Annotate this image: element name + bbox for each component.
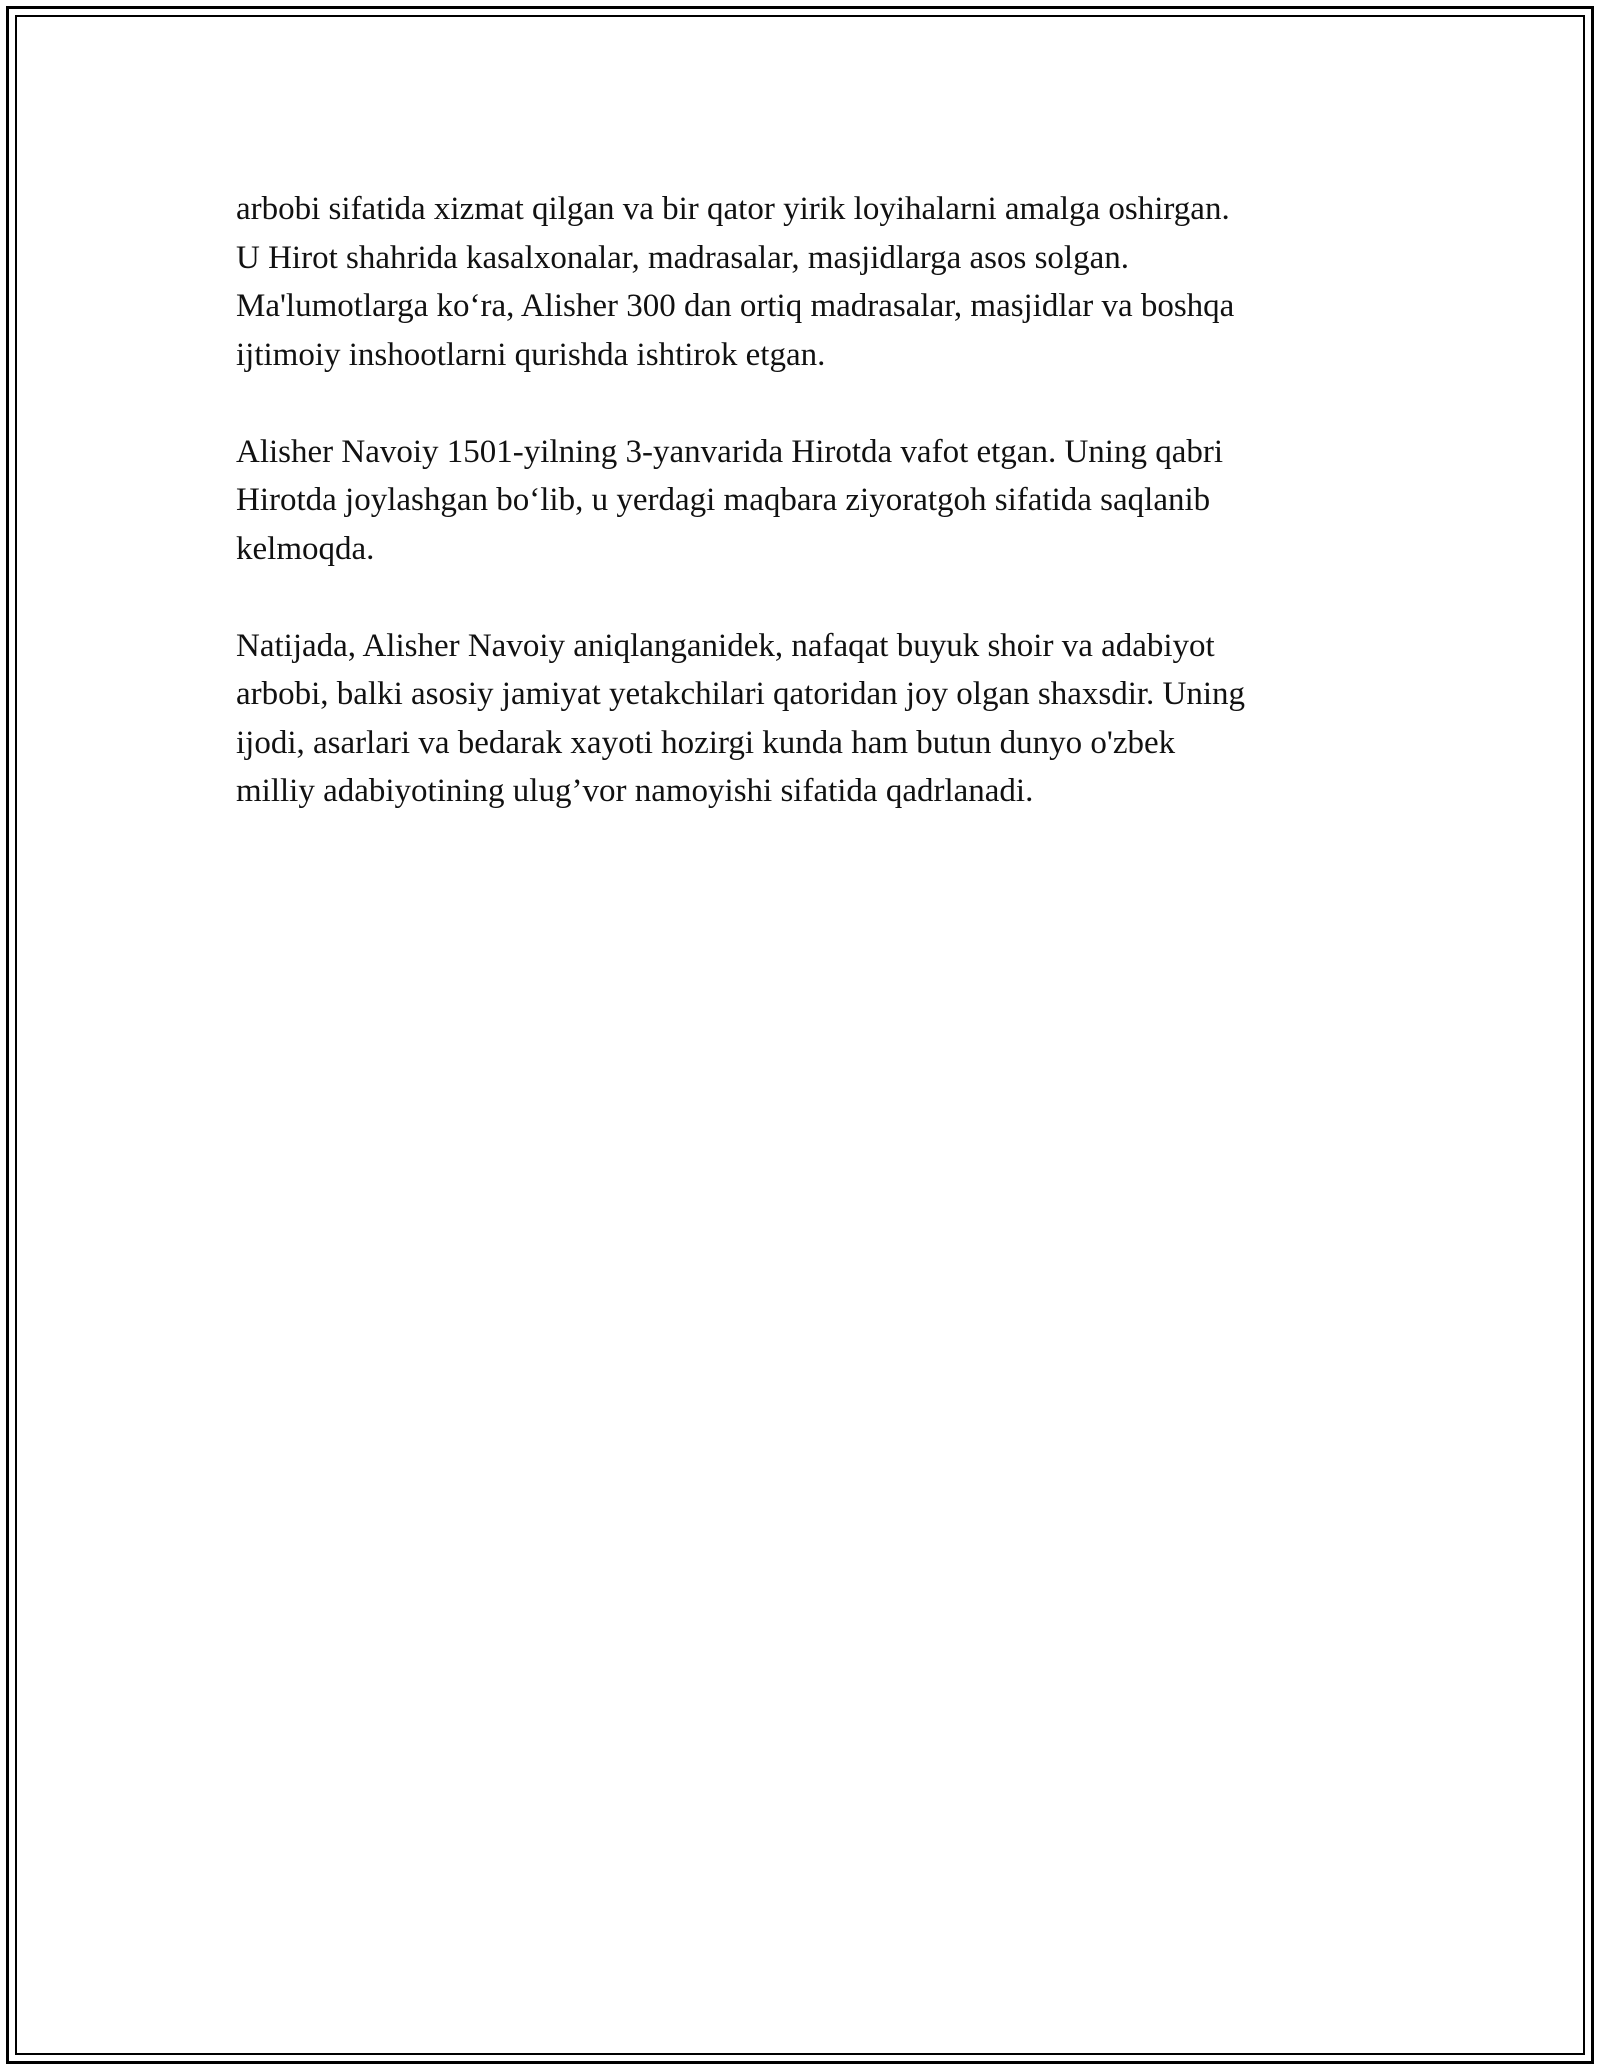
paragraph-2: Alisher Navoiy 1501-yilning 3-yanvarida Hirotda vafot etgan. Uning qabri Hirotda joylashgan bo‘lib, u yerdagi maqbara ziyoratgoh sifatida saqlanib kelmoqda.: [236, 433, 1224, 567]
paragraph-1: arbobi sifatida xizmat qilgan va bir qator yirik loyihalarni amalga oshirgan. U Hirot shahrida kasalxonalar, madrasalar, masjidlarga asos solgan. Ma'lumotlarga ko‘ra, Alisher 300 dan ortiq madrasalar, masjidlar va boshqa ijtimoiy inshootlarni qurishda ishtirok etgan.: [236, 191, 1235, 373]
document-body: [236, 185, 1386, 864]
paragraph-3: Natijada, Alisher Navoiy aniqlanganidek, nafaqat buyuk shoir va adabiyot arbobi, balki asosiy jamiyat yetakchilari qatoridan joy olgan shaxsdir. Uning ijodi, asarlari va bedarak xayoti hozirgi kunda ham butun dunyo o'zbek milliy adabiyotining ulug’vor namoyishi sifatida qadrlanadi.: [236, 627, 1246, 809]
